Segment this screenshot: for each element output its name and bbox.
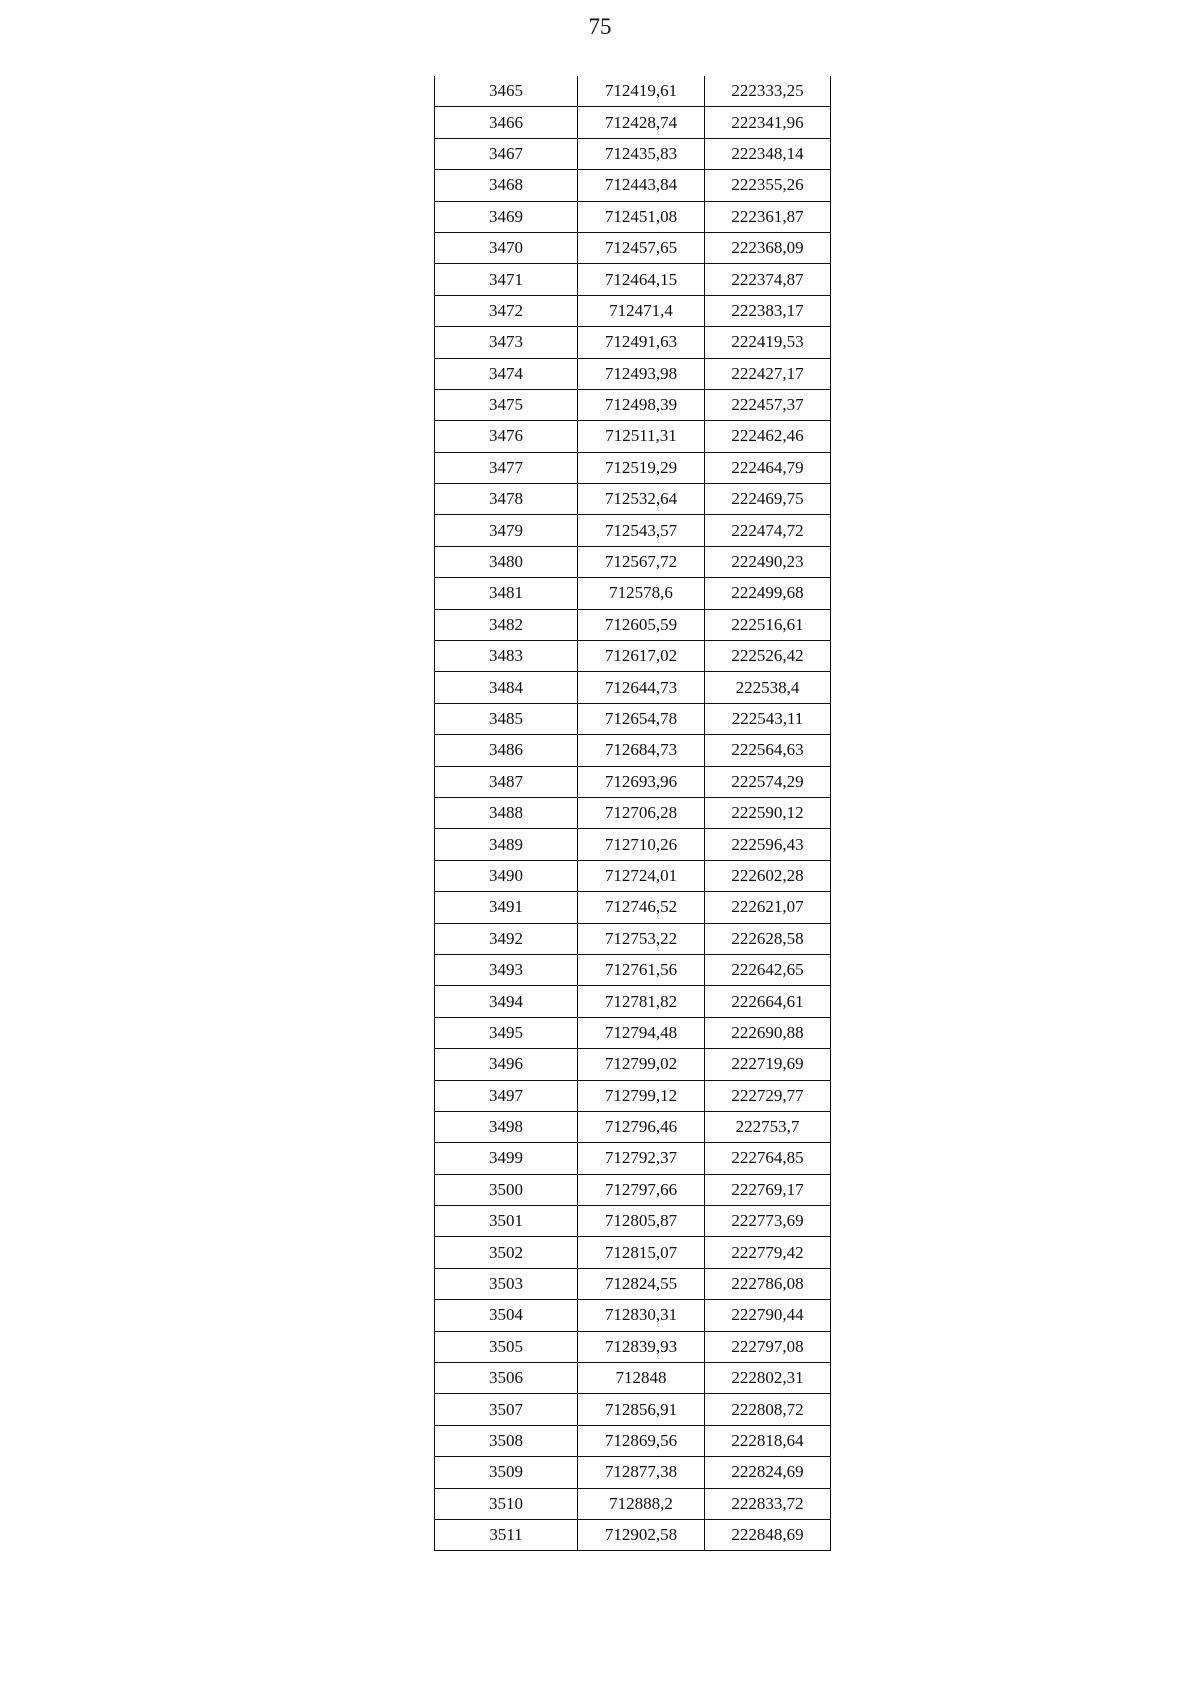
coordinates-table (434, 76, 831, 1551)
point-number-cell: 3484 (435, 672, 578, 703)
point-number-cell: 3481 (435, 578, 578, 609)
table-row (435, 797, 831, 828)
x-coordinate-cell: 712710,26 (578, 829, 705, 860)
point-number-cell: 3473 (435, 327, 578, 358)
y-coordinate-cell: 222457,37 (705, 389, 831, 420)
table-row (435, 766, 831, 797)
table-row (435, 1080, 831, 1111)
table-row (435, 484, 831, 515)
y-coordinate-cell: 222797,08 (705, 1331, 831, 1362)
table-row (435, 1519, 831, 1550)
point-number-cell: 3508 (435, 1425, 578, 1456)
x-coordinate-cell: 712644,73 (578, 672, 705, 703)
table-row (435, 1425, 831, 1456)
table-row (435, 703, 831, 734)
y-coordinate-cell: 222469,75 (705, 484, 831, 515)
point-number-cell: 3501 (435, 1206, 578, 1237)
point-number-cell: 3504 (435, 1300, 578, 1331)
table-row (435, 1017, 831, 1048)
table-row (435, 76, 831, 107)
table-row (435, 1300, 831, 1331)
x-coordinate-cell: 712869,56 (578, 1425, 705, 1456)
table-row (435, 829, 831, 860)
point-number-cell: 3498 (435, 1111, 578, 1142)
table-row (435, 201, 831, 232)
point-number-cell: 3465 (435, 76, 578, 107)
table-row (435, 295, 831, 326)
y-coordinate-cell: 222802,31 (705, 1363, 831, 1394)
point-number-cell: 3485 (435, 703, 578, 734)
table-row (435, 672, 831, 703)
point-number-cell: 3511 (435, 1519, 578, 1550)
table-row (435, 358, 831, 389)
point-number-cell: 3488 (435, 797, 578, 828)
x-coordinate-cell: 712830,31 (578, 1300, 705, 1331)
y-coordinate-cell: 222490,23 (705, 546, 831, 577)
x-coordinate-cell: 712498,39 (578, 389, 705, 420)
table-row (435, 138, 831, 169)
x-coordinate-cell: 712761,56 (578, 954, 705, 985)
x-coordinate-cell: 712902,58 (578, 1519, 705, 1550)
y-coordinate-cell: 222769,17 (705, 1174, 831, 1205)
x-coordinate-cell: 712419,61 (578, 76, 705, 107)
x-coordinate-cell: 712753,22 (578, 923, 705, 954)
x-coordinate-cell: 712805,87 (578, 1206, 705, 1237)
table-row (435, 327, 831, 358)
x-coordinate-cell: 712435,83 (578, 138, 705, 169)
y-coordinate-cell: 222818,64 (705, 1425, 831, 1456)
x-coordinate-cell: 712839,93 (578, 1331, 705, 1362)
x-coordinate-cell: 712578,6 (578, 578, 705, 609)
table-row (435, 1049, 831, 1080)
x-coordinate-cell: 712724,01 (578, 860, 705, 891)
y-coordinate-cell: 222729,77 (705, 1080, 831, 1111)
x-coordinate-cell: 712491,63 (578, 327, 705, 358)
x-coordinate-cell: 712796,46 (578, 1111, 705, 1142)
y-coordinate-cell: 222690,88 (705, 1017, 831, 1048)
x-coordinate-cell: 712794,48 (578, 1017, 705, 1048)
y-coordinate-cell: 222543,11 (705, 703, 831, 734)
table-row (435, 515, 831, 546)
point-number-cell: 3475 (435, 389, 578, 420)
y-coordinate-cell: 222333,25 (705, 76, 831, 107)
y-coordinate-cell: 222628,58 (705, 923, 831, 954)
y-coordinate-cell: 222361,87 (705, 201, 831, 232)
y-coordinate-cell: 222355,26 (705, 170, 831, 201)
table-row (435, 892, 831, 923)
table-row (435, 1174, 831, 1205)
table-row (435, 923, 831, 954)
table-row (435, 1488, 831, 1519)
y-coordinate-cell: 222764,85 (705, 1143, 831, 1174)
x-coordinate-cell: 712532,64 (578, 484, 705, 515)
point-number-cell: 3472 (435, 295, 578, 326)
y-coordinate-cell: 222499,68 (705, 578, 831, 609)
coordinates-table-body (435, 76, 831, 1551)
point-number-cell: 3478 (435, 484, 578, 515)
point-number-cell: 3471 (435, 264, 578, 295)
point-number-cell: 3494 (435, 986, 578, 1017)
x-coordinate-cell: 712684,73 (578, 735, 705, 766)
x-coordinate-cell: 712605,59 (578, 609, 705, 640)
y-coordinate-cell: 222642,65 (705, 954, 831, 985)
table-row (435, 389, 831, 420)
y-coordinate-cell: 222779,42 (705, 1237, 831, 1268)
x-coordinate-cell: 712856,91 (578, 1394, 705, 1425)
table-row (435, 1394, 831, 1425)
point-number-cell: 3482 (435, 609, 578, 640)
point-number-cell: 3470 (435, 232, 578, 263)
table-row (435, 954, 831, 985)
point-number-cell: 3503 (435, 1268, 578, 1299)
table-row (435, 1111, 831, 1142)
table-row (435, 107, 831, 138)
y-coordinate-cell: 222368,09 (705, 232, 831, 263)
y-coordinate-cell: 222574,29 (705, 766, 831, 797)
table-row (435, 1457, 831, 1488)
table-row (435, 860, 831, 891)
point-number-cell: 3510 (435, 1488, 578, 1519)
x-coordinate-cell: 712848 (578, 1363, 705, 1394)
y-coordinate-cell: 222348,14 (705, 138, 831, 169)
table-row (435, 1268, 831, 1299)
x-coordinate-cell: 712567,72 (578, 546, 705, 577)
x-coordinate-cell: 712428,74 (578, 107, 705, 138)
x-coordinate-cell: 712792,37 (578, 1143, 705, 1174)
table-row (435, 641, 831, 672)
point-number-cell: 3509 (435, 1457, 578, 1488)
point-number-cell: 3507 (435, 1394, 578, 1425)
x-coordinate-cell: 712471,4 (578, 295, 705, 326)
y-coordinate-cell: 222383,17 (705, 295, 831, 326)
point-number-cell: 3477 (435, 452, 578, 483)
y-coordinate-cell: 222474,72 (705, 515, 831, 546)
x-coordinate-cell: 712799,12 (578, 1080, 705, 1111)
point-number-cell: 3467 (435, 138, 578, 169)
y-coordinate-cell: 222564,63 (705, 735, 831, 766)
point-number-cell: 3466 (435, 107, 578, 138)
x-coordinate-cell: 712617,02 (578, 641, 705, 672)
y-coordinate-cell: 222824,69 (705, 1457, 831, 1488)
point-number-cell: 3469 (435, 201, 578, 232)
table-row (435, 578, 831, 609)
x-coordinate-cell: 712781,82 (578, 986, 705, 1017)
point-number-cell: 3499 (435, 1143, 578, 1174)
table-row (435, 1143, 831, 1174)
table-row (435, 232, 831, 263)
x-coordinate-cell: 712824,55 (578, 1268, 705, 1299)
point-number-cell: 3495 (435, 1017, 578, 1048)
point-number-cell: 3505 (435, 1331, 578, 1362)
x-coordinate-cell: 712888,2 (578, 1488, 705, 1519)
table-row (435, 170, 831, 201)
point-number-cell: 3493 (435, 954, 578, 985)
table-row (435, 1331, 831, 1362)
y-coordinate-cell: 222419,53 (705, 327, 831, 358)
y-coordinate-cell: 222590,12 (705, 797, 831, 828)
table-row (435, 1237, 831, 1268)
point-number-cell: 3502 (435, 1237, 578, 1268)
y-coordinate-cell: 222596,43 (705, 829, 831, 860)
table-row (435, 986, 831, 1017)
point-number-cell: 3476 (435, 421, 578, 452)
x-coordinate-cell: 712877,38 (578, 1457, 705, 1488)
y-coordinate-cell: 222341,96 (705, 107, 831, 138)
y-coordinate-cell: 222719,69 (705, 1049, 831, 1080)
x-coordinate-cell: 712706,28 (578, 797, 705, 828)
point-number-cell: 3491 (435, 892, 578, 923)
x-coordinate-cell: 712815,07 (578, 1237, 705, 1268)
point-number-cell: 3483 (435, 641, 578, 672)
x-coordinate-cell: 712543,57 (578, 515, 705, 546)
y-coordinate-cell: 222790,44 (705, 1300, 831, 1331)
point-number-cell: 3506 (435, 1363, 578, 1394)
point-number-cell: 3486 (435, 735, 578, 766)
x-coordinate-cell: 712493,98 (578, 358, 705, 389)
y-coordinate-cell: 222786,08 (705, 1268, 831, 1299)
x-coordinate-cell: 712451,08 (578, 201, 705, 232)
point-number-cell: 3497 (435, 1080, 578, 1111)
point-number-cell: 3479 (435, 515, 578, 546)
y-coordinate-cell: 222833,72 (705, 1488, 831, 1519)
page-number: 75 (588, 14, 612, 39)
point-number-cell: 3500 (435, 1174, 578, 1205)
table-row (435, 452, 831, 483)
x-coordinate-cell: 712464,15 (578, 264, 705, 295)
x-coordinate-cell: 712746,52 (578, 892, 705, 923)
x-coordinate-cell: 712443,84 (578, 170, 705, 201)
x-coordinate-cell: 712519,29 (578, 452, 705, 483)
x-coordinate-cell: 712511,31 (578, 421, 705, 452)
y-coordinate-cell: 222808,72 (705, 1394, 831, 1425)
x-coordinate-cell: 712693,96 (578, 766, 705, 797)
y-coordinate-cell: 222664,61 (705, 986, 831, 1017)
table-row (435, 264, 831, 295)
y-coordinate-cell: 222602,28 (705, 860, 831, 891)
y-coordinate-cell: 222526,42 (705, 641, 831, 672)
y-coordinate-cell: 222464,79 (705, 452, 831, 483)
y-coordinate-cell: 222621,07 (705, 892, 831, 923)
point-number-cell: 3496 (435, 1049, 578, 1080)
table-row (435, 421, 831, 452)
x-coordinate-cell: 712457,65 (578, 232, 705, 263)
y-coordinate-cell: 222462,46 (705, 421, 831, 452)
y-coordinate-cell: 222753,7 (705, 1111, 831, 1142)
table-row (435, 735, 831, 766)
table-row (435, 1363, 831, 1394)
y-coordinate-cell: 222374,87 (705, 264, 831, 295)
table-row (435, 1206, 831, 1237)
x-coordinate-cell: 712799,02 (578, 1049, 705, 1080)
y-coordinate-cell: 222538,4 (705, 672, 831, 703)
point-number-cell: 3487 (435, 766, 578, 797)
y-coordinate-cell: 222427,17 (705, 358, 831, 389)
point-number-cell: 3490 (435, 860, 578, 891)
table-row (435, 546, 831, 577)
point-number-cell: 3489 (435, 829, 578, 860)
y-coordinate-cell: 222848,69 (705, 1519, 831, 1550)
x-coordinate-cell: 712654,78 (578, 703, 705, 734)
point-number-cell: 3468 (435, 170, 578, 201)
y-coordinate-cell: 222516,61 (705, 609, 831, 640)
point-number-cell: 3474 (435, 358, 578, 389)
x-coordinate-cell: 712797,66 (578, 1174, 705, 1205)
y-coordinate-cell: 222773,69 (705, 1206, 831, 1237)
table-row (435, 609, 831, 640)
point-number-cell: 3492 (435, 923, 578, 954)
point-number-cell: 3480 (435, 546, 578, 577)
